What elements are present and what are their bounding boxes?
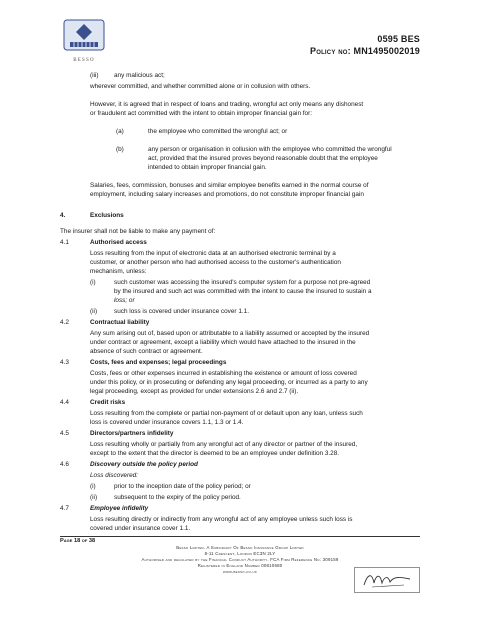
paragraph: mechanism, unless: <box>90 268 147 275</box>
paragraph: any malicious act; <box>114 72 165 79</box>
subsection-number: 4.1 <box>60 239 69 246</box>
item-number: (ii) <box>90 494 98 501</box>
subsection-title: Discovery outside the policy period <box>90 461 198 468</box>
paragraph: prior to the inception date of the policy period; or <box>114 483 251 490</box>
item-number: (i) <box>90 279 96 286</box>
item-number: (i) <box>90 483 96 490</box>
paragraph: any person or organisation in collusion with the employee who committed the wrongful <box>148 146 392 153</box>
paragraph: Loss resulting directly or indirectly from any wrongful act of any employee unless such loss is <box>90 516 353 523</box>
paragraph: Loss discovered: <box>90 472 138 479</box>
paragraph: However, it is agreed that in respect of loans and trading, wrongful act only means any dishonest <box>90 101 364 108</box>
paragraph: such loss is covered under insurance cover 1.1. <box>114 308 249 315</box>
paragraph: Any sum arising out of, based upon or attributable to a liability assumed or accepted by the insured <box>90 330 370 337</box>
item-number: (ii) <box>90 308 98 315</box>
paragraph: Loss resulting wholly or partially from any wrongful act of any director or partner of the insured, <box>90 441 358 448</box>
paragraph: absence of such contract or agreement. <box>90 348 203 355</box>
subsection-number: 4.2 <box>60 319 69 326</box>
item-number: (iii) <box>90 72 99 79</box>
subsection-title: Employee infidelity <box>90 505 149 512</box>
section-title: Exclusions <box>90 212 124 219</box>
subsection-title: Costs, fees and expenses; legal proceedings <box>90 359 227 366</box>
footer-website: www.besso.co.uk <box>222 569 258 574</box>
subsection-number: 4.6 <box>60 461 69 468</box>
policy-number: Policy no: MN1495002019 <box>310 46 420 56</box>
subsection-number: 4.7 <box>60 505 69 512</box>
paragraph: Loss resulting from the complete or partial non-payment of or default upon any loan, unless such <box>90 410 363 417</box>
paragraph: The insurer shall not be liable to make any payment of: <box>60 228 216 235</box>
paragraph: covered under insurance cover 1.1. <box>90 525 191 532</box>
item-number: (a) <box>116 128 124 135</box>
paragraph: legal proceeding, except as provided for under extensions 2.6 and 2.7 (ii). <box>90 388 299 395</box>
subsection-title: Credit risks <box>90 399 126 406</box>
policy-ref: 0595 BES <box>377 34 420 44</box>
footer-registration: Registered in England Number 00810680 <box>197 563 283 568</box>
paragraph: Salaries, fees, commission, bonuses and similar employee benefits earned in the normal course of <box>90 182 369 189</box>
paragraph: Loss resulting from the input of electronic data at an authorised electronic terminal by a <box>90 250 336 257</box>
subsection-number: 4.5 <box>60 430 69 437</box>
subsection-title: Directors/partners infidelity <box>90 430 174 437</box>
paragraph: except to the extent that the director is deemed to be an employee under definition 3.28. <box>90 450 340 457</box>
besso-logo-icon <box>62 18 106 56</box>
footer-company: Besso Limited. A Subsidiary Of Besso Insurance Group Limited <box>176 545 304 550</box>
logo-text: BESSO <box>73 58 95 63</box>
item-number: (b) <box>116 146 124 153</box>
footer-regulation: Authorised and regulated by the Financial Conduct Authority. FCA Firm Reference No: 309159 <box>141 557 339 562</box>
paragraph: employment, including salary increases and promotions, do not constitute improper financial gain <box>90 191 364 198</box>
paragraph: wherever committed, and whether committed alone or in collusion with others. <box>90 83 311 90</box>
page-number: Page 18 of 38 <box>60 538 96 544</box>
signature-icon <box>354 567 420 593</box>
paragraph: customer, or another person who had authorised access to the customer's authentication <box>90 259 341 266</box>
paragraph: loss is covered under insurance covers 1.1, 1.3 or 1.4. <box>90 419 244 426</box>
paragraph: or fraudulent act committed with the intent to obtain improper financial gain for: <box>90 110 313 117</box>
paragraph: act, provided that the insured proves beyond reasonable doubt that the employee <box>148 155 378 162</box>
footer-divider <box>60 536 420 537</box>
paragraph: intended to obtain improper financial gain. <box>148 164 267 171</box>
paragraph: by the insured and such act was committed with the intent to cause the insured to sustain a <box>114 288 372 295</box>
paragraph: the employee who committed the wrongful act; or <box>148 128 288 135</box>
paragraph: loss; or <box>114 297 135 304</box>
paragraph: subsequent to the expiry of the policy period. <box>114 494 241 501</box>
subsection-title: Authorised access <box>90 239 147 246</box>
subsection-number: 4.4 <box>60 399 69 406</box>
paragraph: Costs, fees or other expenses incurred in establishing the existence or amount of loss covered <box>90 370 357 377</box>
section-number: 4. <box>60 212 66 219</box>
subsection-number: 4.3 <box>60 359 69 366</box>
paragraph: under this policy, or in prosecuting or defending any legal proceeding, or incurred as a party to any <box>90 379 368 386</box>
paragraph: under contract or agreement, except a liability which would have attached to the insured in the <box>90 339 356 346</box>
subsection-title: Contractual liability <box>90 319 150 326</box>
footer-address: 8-11 Crescent, London EC3N 2LY <box>204 551 276 556</box>
paragraph: such customer was accessing the insured's computer system for a purpose not pre-agreed <box>114 279 371 286</box>
